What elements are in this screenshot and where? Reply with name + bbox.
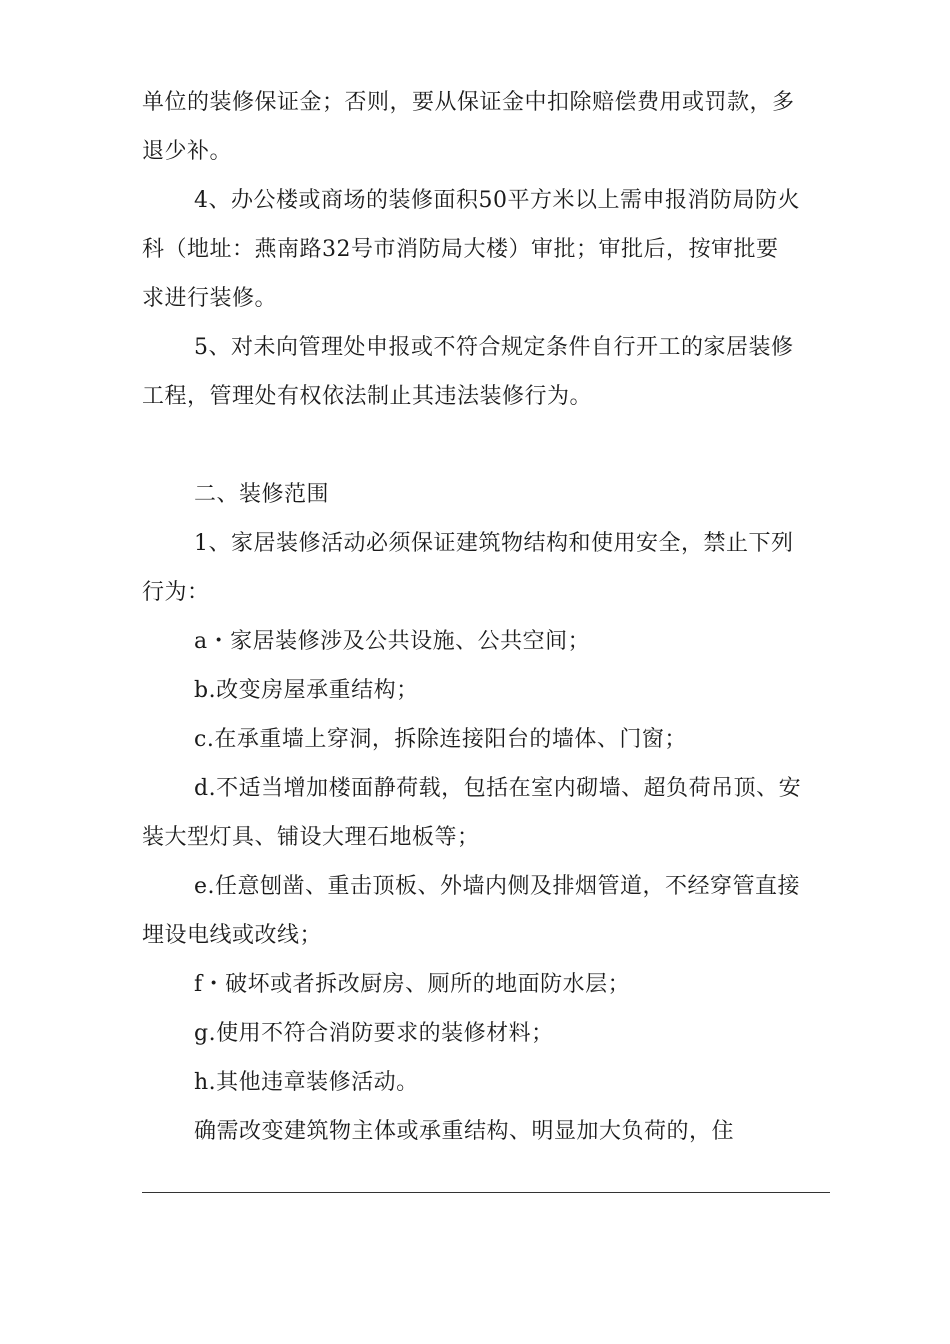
text-line: 工程，管理处有权依法制止其违法装修行为。 — [142, 384, 593, 409]
text-line: e.任意刨凿、重击顶板、外墙内侧及排烟管道，不经穿管直接 — [194, 874, 801, 899]
paragraph-gap — [142, 421, 830, 470]
heading-text: 二、装修范围 — [194, 482, 330, 507]
list-item-d — [142, 764, 830, 862]
text-line: 5、对未向管理处申报或不符合规定条件自行开工的家居装修 — [194, 335, 794, 360]
text-line: 科（地址：燕南路32号市消防局大楼）审批；审批后，按审批要 — [142, 237, 779, 262]
text-line: d.不适当增加楼面静荷载，包括在室内砌墙、超负荷吊顶、安 — [194, 776, 802, 801]
list-item-b — [142, 666, 830, 715]
text-line: 1、家居装修活动必须保证建筑物结构和使用安全，禁止下列 — [194, 531, 794, 556]
list-item-g — [142, 1009, 830, 1058]
text-line: 装大型灯具、铺设大理石地板等； — [142, 825, 480, 850]
text-line: h.其他违章装修活动。 — [194, 1070, 419, 1095]
list-item-f — [142, 960, 830, 1009]
text-line: c.在承重墙上穿洞，拆除连接阳台的墙体、门窗； — [194, 727, 687, 752]
list-item-a — [142, 617, 830, 666]
paragraph-item-5 — [142, 323, 830, 421]
text-line: a・家居装修涉及公共设施、公共空间； — [194, 629, 591, 654]
list-item-e — [142, 862, 830, 960]
text-line: b.改变房屋承重结构； — [194, 678, 419, 703]
text-line: 单位的装修保证金；否则，要从保证金中扣除赔偿费用或罚款，多 — [142, 90, 795, 115]
paragraph-structure-change — [142, 1107, 830, 1156]
paragraph-item-4 — [142, 176, 830, 323]
text-line: 求进行装修。 — [142, 286, 278, 311]
text-line: 4、办公楼或商场的装修面积50平方米以上需申报消防局防火 — [194, 188, 800, 213]
footer-divider — [142, 1192, 830, 1193]
text-line: f・破坏或者拆改厨房、厕所的地面防水层； — [194, 972, 631, 997]
paragraph-deposit-tail — [142, 78, 830, 176]
text-line: 确需改变建筑物主体或承重结构、明显加大负荷的，住 — [194, 1119, 735, 1144]
paragraph-scope-item-1 — [142, 519, 830, 617]
text-line: 退少补。 — [142, 139, 233, 164]
section-heading — [142, 470, 830, 519]
list-item-h — [142, 1058, 830, 1107]
text-line: 埋设电线或改线； — [142, 923, 323, 948]
document-body — [142, 78, 830, 1156]
text-line: g.使用不符合消防要求的装修材料； — [194, 1021, 554, 1046]
text-line: 行为： — [142, 580, 210, 605]
list-item-c — [142, 715, 830, 764]
